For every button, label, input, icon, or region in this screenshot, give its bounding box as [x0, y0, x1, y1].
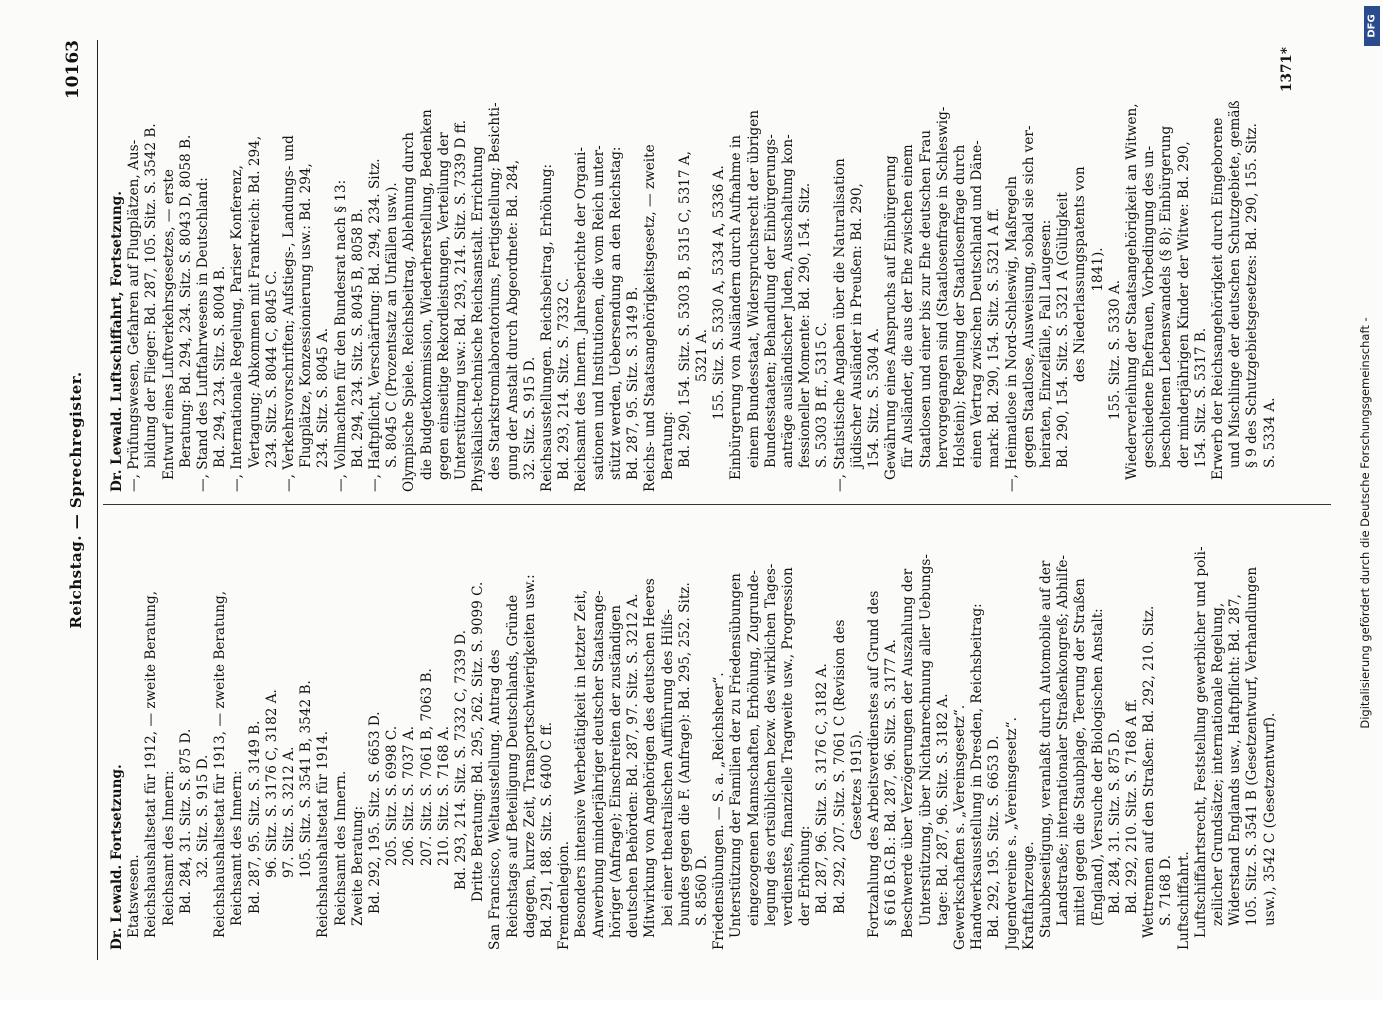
- dfg-logo: [1364, 6, 1380, 46]
- right-column-line: 154. Sitz. S. 5304 A.: [865, 327, 882, 468]
- right-column-line: 234. Sitz. S. 8045 A.: [315, 327, 332, 468]
- right-column-line: hervorgegangen sind (Staatlosenfrage in Schleswig-: [934, 106, 951, 468]
- right-column-line: —, Heimatlose in Nord-Schleswig, Maßregeln: [1003, 176, 1020, 492]
- right-column-line: einen Vertrag zwischen Deutschland und Däne-: [969, 140, 986, 468]
- left-column-line: bei einer theatralischen Aufführung des Hilfs-: [659, 609, 676, 926]
- right-column-line: bildung der Flieger: Bd. 287, 105. Sitz. S. 3542 B.: [143, 123, 160, 468]
- right-column-line: Reichsamt des Innern. Jahresberichte der Organi-: [573, 147, 590, 492]
- left-column-line: höriger (Anfrage); Einschreiten der zuständigen: [607, 605, 624, 938]
- right-column-line: Beratung:: [659, 411, 676, 480]
- right-column-line: Bundesstaaten; Behandlung der Einbürgerungs-: [762, 134, 779, 468]
- right-column-line: —, Vollmachten für den Bundesrat nach § 13:: [332, 179, 349, 492]
- left-column-line: Reichshaushaltsetat für 1913, — zweite Beratung,: [212, 590, 229, 938]
- right-column-line: 154. Sitz. S. 5317 B.: [1192, 327, 1209, 468]
- page-header: [63, 40, 93, 960]
- left-column-line: Reichstags auf Beteiligung Deutschlands, Gründe: [504, 594, 521, 938]
- right-column-line: anträge ausländischer Juden, Ausschaltung kon-: [779, 134, 796, 468]
- right-column-line: gung der Anstalt durch Abgeordnete: Bd. 284,: [504, 159, 521, 480]
- stamp-text: Digitalisierung gefördert durch die Deutsche Forschungsgemeinschaft -: [1358, 317, 1372, 729]
- left-column-line: Reichsamt des Innern.: [332, 770, 349, 926]
- left-column-line: usw.), 3542 C (Gesetzentwurf).: [1261, 712, 1278, 926]
- left-column-line: Handwerksausstellung in Dresden, Reichsbeitrag:: [969, 603, 986, 950]
- left-column-line: Bd. 292, 195. Sitz. S. 6653 D.: [986, 735, 1003, 938]
- right-column-line: Wiederverleihung der Staatsangehörigkeit an Witwen,: [1123, 103, 1140, 480]
- left-column-line: zeilicher Grundsätze; internationale Regelung,: [1210, 602, 1226, 926]
- left-column-line: 105. Sitz. S. 3541 B (Gesetzentwurf, Verhandlungen: [1244, 566, 1261, 926]
- left-column-line: deutschen Behörden: Bd. 287, 97. Sitz. S. 3212 A.: [625, 593, 642, 938]
- left-column-line: der Erhöhung:: [797, 825, 814, 926]
- right-column-line: gegen einseitige Rekordleistungen, Verteilung der: [435, 132, 452, 480]
- left-column-line: Dritte Beratung: Bd. 295, 262. Sitz. S. 9099 C.: [470, 581, 487, 902]
- right-column-line: geschiedene Ehefrauen, Vorbedingung des un-: [1141, 145, 1158, 468]
- left-column-line: Bd. 292, 207. Sitz. S. 7061 C (Revision des: [831, 619, 848, 914]
- left-column-line: dagegen, kurze Zeit, Transportschwierigkeiten usw.:: [521, 574, 538, 938]
- right-column-line: Bd. 294, 234. Sitz. S. 8004 B.: [212, 265, 229, 468]
- left-column-line: Bd. 284, 31. Sitz. S. 875 D.: [177, 728, 194, 914]
- left-column-line: S. 8560 D.: [693, 854, 710, 926]
- right-column-line: 1841).: [1089, 247, 1106, 292]
- left-column-line: Reichshaushaltsetat für 1914.: [315, 730, 332, 938]
- left-column-line: Staubbeseitigung, veranlaßt durch Automobile auf der: [1037, 560, 1054, 938]
- left-column-line: bundes gegen die F. (Anfrage): Bd. 295, 252. Sitz.: [676, 582, 693, 926]
- left-column-line: Unterstützung, über Nichtanrechnung aller Uebungs-: [917, 554, 934, 926]
- left-column-line: Gewerkschaften s. „Vereinsgesetz“.: [951, 704, 968, 950]
- left-column-line: Etatswesen.: [126, 854, 143, 938]
- digitization-stamp: [1352, 6, 1378, 992]
- left-column-line: Reichshaushaltsetat für 1912, — zweite Beratung,: [143, 590, 160, 938]
- dfg-logo-text: DFG: [1366, 14, 1378, 38]
- left-column-line: 205. Sitz. S. 6998 C.: [384, 725, 401, 866]
- header-title: Reichstag. — Sprechregister.: [67, 371, 85, 629]
- right-column-line: heiraten, Einzelfälle, Fall Laugesen:: [1037, 219, 1054, 468]
- right-column-line: 155. Sitz. S. 5330 A.: [1106, 279, 1123, 420]
- right-column-line: S. 5303 B ff., 5315 C.: [814, 322, 831, 468]
- left-column-line: eingezogenen Mannschaften, Erhöhung, Zugrunde-: [745, 570, 762, 926]
- right-column-line: der minderjährigen Kinder der Witwe: Bd. 290,: [1175, 141, 1192, 468]
- right-column-line: mark: Bd. 290, 154. Sitz. S. 5321 A ff.: [986, 207, 1003, 468]
- right-column-line: —, Verkehrsvorschriften; Aufstiegs-, Landungs- und: [281, 135, 298, 492]
- left-column-line: Bd. 291, 188. Sitz. S. 6400 C ff.: [539, 721, 556, 938]
- right-column-line: Bd. 287, 95. Sitz. S. 3149 B.: [625, 286, 642, 480]
- right-column-line: die Budgetkommission, Wiederherstellung, Bedenken: [418, 109, 435, 480]
- right-column-line: 155. Sitz. S. 5330 A, 5334 A, 5336 A.: [711, 165, 728, 420]
- right-column-line: sationen und Institutionen, die vom Reich unter-: [590, 145, 607, 480]
- left-column-line: Zweite Beratung:: [349, 805, 366, 926]
- right-column-line: Holstein); Regelung der Staatlosenfrage durch: [951, 144, 968, 468]
- right-column-line: bescholtenen Lebenswandels (§ 8); Einbürgerung: [1158, 125, 1175, 468]
- left-column-line: Friedensübungen. — S. a. „Reichsheer“.: [711, 672, 728, 950]
- right-column-line: Vertagung; Abkommen mit Frankreich: Bd. 294,: [246, 135, 263, 468]
- left-column-line: 96. Sitz. S. 3176 C, 3182 A.: [263, 689, 280, 878]
- left-column-line: Landstraße; internationaler Straßenkongreß; Abhilfe-: [1055, 555, 1072, 926]
- right-column-line: Beratung: Bd. 294, 234. Sitz. S. 8043 D, 8058 B.: [177, 134, 194, 468]
- left-column-line: Besonders intensive Werbetätigkeit in letzter Zeit,: [573, 589, 590, 938]
- left-column-line: Gesetzes 1915).: [848, 729, 865, 840]
- right-column-line: Entwurf eines Luftverkehrsgesetzes, — erste: [160, 169, 177, 480]
- right-column-line: Reichs- und Staatsangehörigkeitsgesetz, — zweite: [642, 144, 659, 492]
- page-number: 10163: [63, 40, 83, 100]
- left-column-line: Bd. 287, 96. Sitz. S. 3176 C, 3182 A.: [814, 663, 831, 914]
- right-column-line: einem Bundesstaat, Widerspruchsrecht der übrigen: [745, 109, 762, 468]
- left-column-line: tage: Bd. 287, 96. Sitz. S. 3182 A.: [934, 693, 951, 926]
- right-column-line: Unterstützung usw.: Bd. 293, 214. Sitz. S. 7339 D ff.: [453, 119, 470, 480]
- right-column-line: 5321 A.: [693, 328, 710, 382]
- left-column-line: San Francisco, Weltausstellung. Antrag des: [487, 649, 504, 950]
- right-column-line: Erwerb der Reichsangehörigkeit durch Eingeborene: [1210, 117, 1226, 480]
- left-column-line: 207. Sitz. S. 7061 B, 7063 B.: [418, 668, 435, 866]
- right-column-line: für Ausländer, die aus der Ehe zwischen einem: [900, 144, 917, 468]
- left-column-line: 32. Sitz. S. 915 D.: [195, 754, 212, 878]
- left-column-line: Reichsamt des Innern:: [229, 770, 246, 926]
- right-column-line: Bd. 290, 154. Sitz. S. 5303 B, 5315 C, 5317 A,: [676, 151, 693, 468]
- left-column-line: Luftschiffahrt.: [1175, 851, 1192, 950]
- right-column-line: Olympische Spiele. Reichsbeitrag, Ablehnung durch: [401, 131, 418, 492]
- right-column-line: 32. Sitz. S. 915 D.: [521, 356, 538, 480]
- footer-mark: 1371*: [1278, 47, 1295, 92]
- right-column-line: —, Internationale Regelung, Pariser Konferenz,: [229, 165, 246, 492]
- right-column-line: Staatlosen und einer bis zur Ehe deutschen Frau: [917, 130, 934, 468]
- left-column-line: Bd. 292, 210. Sitz. S. 7168 A ff.: [1123, 698, 1140, 914]
- right-column-line: Gewährung eines Anspruchs auf Einbürgerung: [883, 155, 900, 480]
- right-column-line: Bd. 294, 234. Sitz. S. 8045 B, 8058 B.: [349, 208, 366, 468]
- right-column-line: S. 8045 C (Prozentsatz an Unfällen usw.).: [384, 182, 401, 468]
- right-column-line: und Mischlinge der deutschen Schutzgebiete, gemäß: [1227, 100, 1244, 468]
- left-column-line: S. 7168 D.: [1158, 854, 1175, 926]
- right-column-line: § 9 des Schutzgebietsgesetzes: Bd. 290, 155. Sitz.: [1244, 123, 1261, 468]
- left-column-line: 105. Sitz. S. 3541 B, 3542 B.: [298, 680, 315, 878]
- left-column-line: 206. Sitz. S. 7037 A.: [401, 725, 418, 866]
- right-column-line: Flugplätze, Konzessionierung usw.: Bd. 294,: [298, 163, 315, 468]
- right-column-line: —, Statistische Angaben über die Naturalisation: [831, 158, 848, 492]
- left-column-line: Fremdenlegion.: [556, 840, 573, 950]
- left-column-line: Bd. 287, 95. Sitz. S. 3149 B.: [246, 720, 263, 914]
- right-column-line: des Starkstromlaboratoriums, Fertigstellung; Besichti-: [487, 102, 504, 480]
- right-column-line: stützt werden, Uebersendung an den Reichstag:: [607, 146, 624, 480]
- left-column-line: Kraftfahrzeuge.: [1020, 841, 1037, 950]
- left-column-line: Unterstützung der Familien der zu Friedensübungen: [728, 573, 745, 938]
- left-column-line: § 616 B.G.B.: Bd. 287, 96. Sitz. S. 3177 A.: [883, 639, 900, 926]
- left-column-line: Fortzahlung des Arbeitsverdienstes auf Grund des: [865, 590, 882, 938]
- left-column-line: 97. Sitz. S. 3212 A.: [281, 746, 298, 878]
- left-column-line: 210. Sitz. S. 7168 A.: [435, 725, 452, 866]
- right-column-line: Physikalisch-technische Reichsanstalt. Errichtung: [470, 146, 487, 492]
- right-column-line: gegen Staatlose, Ausweisung, sobald sie sich ver-: [1020, 125, 1037, 468]
- right-column-line: fessioneller Momente: Bd. 290, 154. Sitz.: [797, 182, 814, 468]
- left-column-line: mittel gegen die Staubplage, Teerung der Straßen: [1072, 578, 1089, 926]
- right-column-line: Reichsausstellungen. Reichsbeitrag, Erhöhung:: [539, 163, 556, 492]
- left-column-line: Reichsamt des Innern:: [160, 770, 177, 926]
- left-column-line: Dr. Lewald. Fortsetzung.: [109, 764, 125, 950]
- left-column-line: Wettrennen auf den Straßen: Bd. 292, 210. Sitz.: [1141, 605, 1158, 938]
- left-column-line: (England), Versuche der Biologischen Anstalt:: [1089, 608, 1106, 926]
- left-column-line: Anwerbung minderjähriger deutscher Staatsange-: [590, 590, 607, 938]
- right-column-line: S. 5334 A.: [1261, 397, 1278, 468]
- right-column-line: 234. Sitz. S. 8044 C, 8045 C.: [263, 270, 280, 468]
- left-column: [109, 505, 1279, 950]
- left-column-line: Luftschiffahrtsrecht, Feststellung gewerblicher und poli-: [1192, 546, 1209, 938]
- left-column-line: Jugendvereine s. „Vereinsgesetz“.: [1003, 717, 1020, 950]
- right-column-line: des Niederlassungspatents von: [1072, 166, 1089, 382]
- right-column-line: Bd. 290, 154. Sitz. S. 5321 A (Gültigkeit: [1055, 192, 1072, 468]
- right-column-line: —, Haftpflicht, Verschärfung: Bd. 294, 234. Sitz.: [367, 158, 384, 492]
- right-column-line: —, Prüfungswesen, Gefahren auf Flugplätzen, Aus-: [126, 139, 143, 492]
- header-rule: [97, 40, 98, 960]
- right-column: [109, 47, 1296, 492]
- left-column-line: Beschwerde über Verzögerungen der Auszahlung der: [900, 568, 917, 938]
- right-column-line: Bd. 293, 214. Sitz. S. 7332 C.: [556, 277, 573, 480]
- left-column-line: Mitwirkung von Angehörigen des deutschen Heeres: [642, 578, 659, 938]
- left-column-line: Bd. 292, 195. Sitz. S. 6653 D.: [367, 711, 384, 914]
- right-column-line: Dr. Lewald. Luftschiffahrt, Fortsetzung.: [109, 190, 125, 492]
- left-column-line: Widerstand Englands usw., Haftpflicht: Bd. 287,: [1227, 594, 1244, 926]
- right-column-line: —, Stand des Luftfahrwesens in Deutschland:: [195, 177, 212, 492]
- left-column-line: verdienstes, finanzielle Tragweite usw., Progression: [779, 567, 796, 926]
- left-column-line: legung des ortsüblichen bezw. des wirklichen Tages-: [762, 563, 779, 926]
- left-column-line: Bd. 293, 214. Sitz. S. 7332 C, 7339 D.: [453, 629, 470, 890]
- rotated-register-page: [51, 30, 1331, 970]
- right-column-line: Einbürgerung von Ausländern durch Aufnahme in: [728, 135, 745, 480]
- right-column-line: jüdischer Ausländer in Preußen: Bd. 290,: [848, 183, 865, 468]
- left-column-line: Bd. 284, 31. Sitz. S. 875 D.: [1106, 728, 1123, 914]
